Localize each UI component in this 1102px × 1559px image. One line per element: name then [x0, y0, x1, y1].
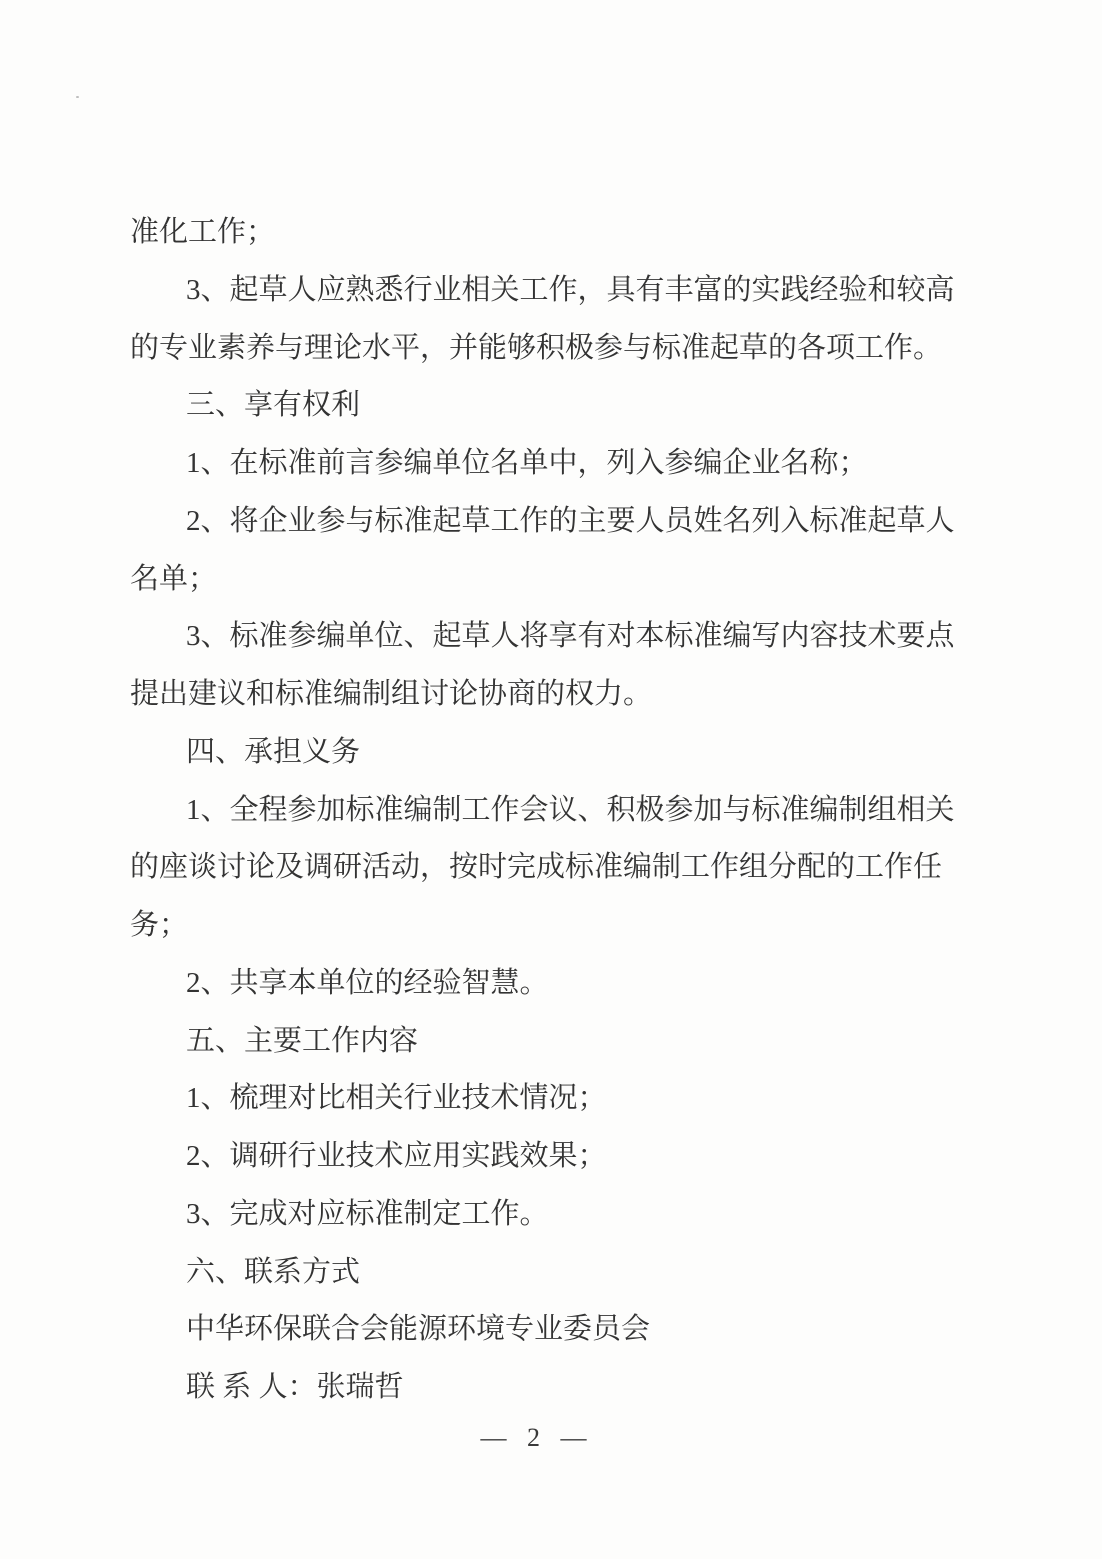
text-line: 3、标准参编单位、起草人将享有对本标准编写内容技术要点	[186, 620, 955, 653]
text-line: 提出建议和标准编制组讨论协商的权力。	[130, 678, 653, 710]
text-line: 1、在标准前言参编单位名单中，列入参编企业名称；	[186, 447, 868, 479]
text-line: 2、调研行业技术应用实践效果；	[186, 1140, 607, 1172]
text-line: 中华环保联合会能源环境专业委员会	[186, 1313, 651, 1346]
text-line: 五、主要工作内容	[186, 1024, 419, 1057]
document-body	[130, 204, 980, 1417]
text-line: 3、完成对应标准制定工作。	[186, 1197, 549, 1230]
text-line: 四、承担义务	[186, 735, 361, 768]
text-line: 六、联系方式	[186, 1255, 361, 1288]
text-line: 1、全程参加标准编制工作会议、积极参加与标准编制组相关	[186, 793, 955, 826]
text-line: 2、共享本单位的经验智慧。	[186, 966, 549, 999]
text-line: 的座谈讨论及调研活动，按时完成标准编制工作组分配的工作任	[130, 851, 943, 884]
page-number: — 2 —	[480, 1423, 594, 1452]
text-line: 的专业素养与理论水平，并能够积极参与标准起草的各项工作。	[130, 331, 943, 364]
text-line: 名单；	[130, 562, 218, 595]
text-line: 三、享有权利	[186, 389, 361, 422]
text-line: 联 系 人：张瑞哲	[186, 1371, 404, 1403]
text-line: 2、将企业参与标准起草工作的主要人员姓名列入标准起草人	[186, 504, 955, 537]
text-line: 务；	[130, 909, 189, 941]
text-line: 3、起草人应熟悉行业相关工作，具有丰富的实践经验和较高	[186, 273, 955, 306]
scan-artifact	[76, 96, 79, 98]
text-line: 准化工作；	[130, 216, 276, 248]
text-line: 1、梳理对比相关行业技术情况；	[186, 1082, 607, 1115]
